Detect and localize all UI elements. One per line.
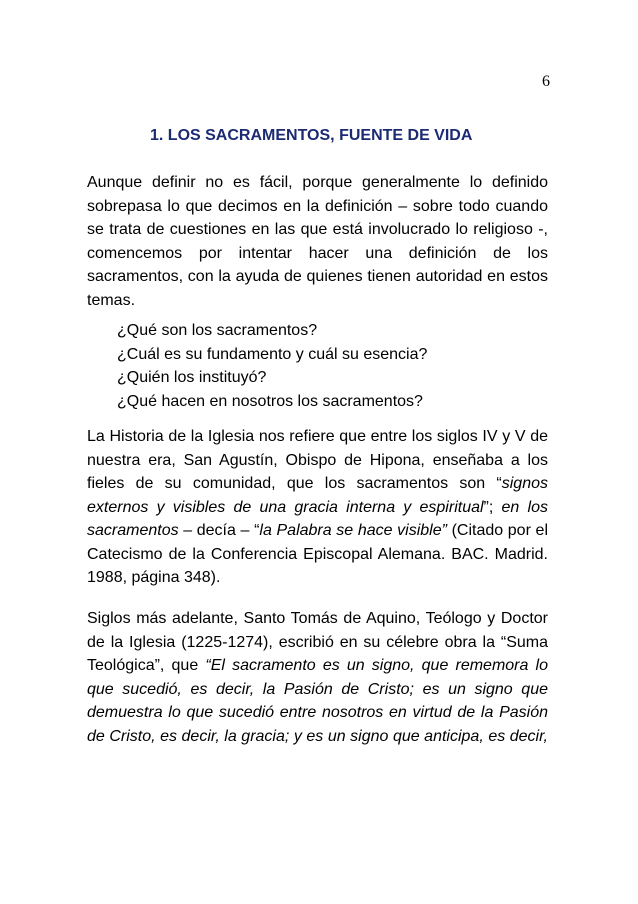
quote-palabra: la Palabra se hace visible” [259, 522, 447, 539]
paragraph-santo-tomas [87, 607, 548, 748]
text-run: ”; [483, 498, 502, 516]
question-list [117, 319, 427, 413]
page-number: 6 [542, 73, 550, 90]
quote-sacramentos: en los sacramentos [87, 498, 548, 539]
question-item: ¿Quién los instituyó? [117, 369, 267, 386]
question-item: ¿Cuál es su fundamento y cuál su esencia? [117, 345, 428, 363]
text-run: – decía – “ [178, 522, 260, 539]
quote-suma-teologica: “El sacramento es un signo, que rememora lo que sucedió, es decir, la Pasión de Cristo; es un signo que demuestra lo que sucedió entre nosotros en virtud de la Pasión de Cristo, es decir, la gracia; y es un signo que anticipa, es decir, [87, 657, 548, 745]
citation: (Citado por el Catecismo de la Conferencia Episcopal Alemana. BAC. Madrid. 1988, página 348). [87, 522, 549, 586]
text-run: Siglos más adelante, Santo Tomás de Aquino, Teólogo y Doctor de la Iglesia (1225-1274), escribió en su célebre obra la “Suma Teológica”, que [87, 610, 548, 674]
question-item: ¿Qué son los sacramentos? [117, 322, 318, 339]
chapter-heading: 1. LOS SACRAMENTOS, FUENTE DE VIDA [150, 127, 473, 144]
paragraph-san-agustin [87, 425, 548, 590]
question-item: ¿Qué hacen en nosotros los sacramentos? [117, 392, 423, 410]
paragraph-intro: Aunque definir no es fácil, porque generalmente lo definido sobrepasa lo que decimos en la definición – sobre todo cuando se trata de cuestiones en las que está involucrado lo religioso -, comencemos por intentar hacer una definición de los sacramentos, con la ayuda de quienes tienen autoridad en estos temas. [87, 174, 548, 309]
text-run: La Historia de la Iglesia nos refiere que entre los siglos IV y V de nuestra era, San Agustín, Obispo de Hipona, enseñaba a los fieles de su comunidad, que los sacramentos son “ [87, 428, 548, 492]
quote-signos: signos externos y visibles de una gracia interna y espiritual [87, 475, 548, 516]
